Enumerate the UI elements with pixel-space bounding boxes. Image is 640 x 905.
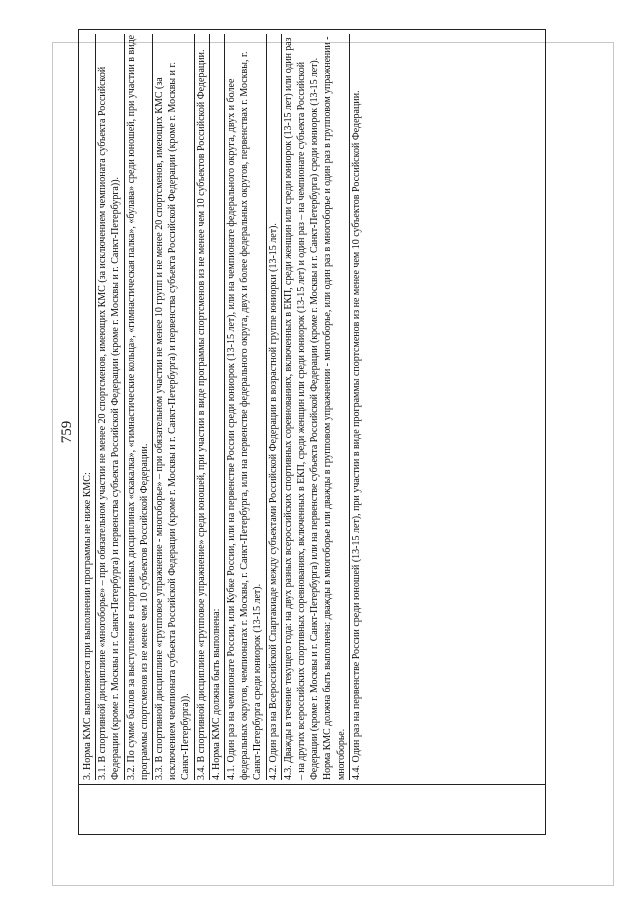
table-row: 4. Норма КМС должна быть выполнена: bbox=[210, 34, 225, 780]
rotated-document bbox=[54, 22, 554, 842]
table-row: 3.1. В спортивной дисциплине «многоборье» – при обязательном участии не менее 20 спортсменов, имеющих КМС (за исключением чемпионата субъекта Российской Федерации (кроме г. Москвы и г. Санкт-Петербурга) и первенства субъекта Российской Федерации (кроме г. Москвы и г. Санкт-Петербурга)). bbox=[96, 34, 124, 780]
table-row: 3.4. В спортивной дисциплине «групповое упражнение» среди юношей, при участии в виде программы спортсменов из не менее чем 10 субъектов Российской Федерации. bbox=[195, 34, 210, 780]
table-row: 3.2. По сумме баллов за выступление в спортивных дисциплинах «скакалка», «гимнастические кольца», «гимнастическая палка», «булава» среди юношей, при участии в виде программы спортсменов из не менее чем 10 субъектов Российской Федерации. bbox=[125, 34, 153, 780]
page-number: 759 bbox=[59, 420, 75, 444]
norms-table bbox=[78, 29, 546, 835]
table-row: 3.3. В спортивной дисциплине «групповое упражнение - многоборье» – при обязательном участии не менее 10 групп и не менее 20 спортсменов, имеющих КМС (за исключением чемпионата субъекта Российской Федерации (кроме г. Москвы и г. Санкт-Петербурга) и первенства субъекта Российской Федерации (кроме г. Москвы и г. Санкт-Петербурга)). bbox=[153, 34, 195, 780]
table-row: 3. Норма КМС выполняется при выполнении программы не ниже КМС: bbox=[81, 34, 96, 780]
table-row: 4.1. Один раз на чемпионате России, или Кубке России, или на первенстве России среди юниорок (13-15 лет), или на чемпионате федерального округа, двух и более федеральных округов, чемпионатах г. Москвы, г. Санкт-Петербурга, или на первенстве федерального округа, двух и более федеральных округов, первенствах г. Москвы, г. Санкт-Петербурга среди юниорок (13-15 лет). bbox=[225, 34, 267, 780]
column-divider bbox=[79, 784, 545, 785]
table-content bbox=[81, 34, 364, 780]
table-row: 4.4. Один раз на первенстве России среди юношей (13-15 лет), при участии в виде программы спортсменов из не менее чем 10 субъектов Российской Федерации. bbox=[350, 90, 362, 780]
table-row: 4.3. Дважды в течение текущего года: на двух разных всероссийских спортивных соревнованиях, включенных в ЕКП, среди женщин или среди юниорок (13-15 лет) или один раз – на других всероссийских спортивных соревнованиях, включенных в ЕКП, среди женщин или среди юниорок (13-15 лет) и один раз – на чемпионате субъекта Российской Федерации (кроме г. Москвы и г. Санкт-Петербурга) или на первенстве субъекта Российской Федерации (кроме г. Москвы и г. Санкт-Петербурга) среди юниорок (13-15 лет). Норма КМС должна быть выполнена: дважды в многоборье или дважды в групповом упражнении - многоборье, или один раз в многоборье и один раз в групповом упражнении - многоборье. bbox=[282, 34, 350, 780]
table-row: 4.2. Один раз на Всероссийской Спартакиаде между субъектами Российской Федерации в возрастной группе юниорки (13-15 лет). bbox=[267, 34, 282, 780]
